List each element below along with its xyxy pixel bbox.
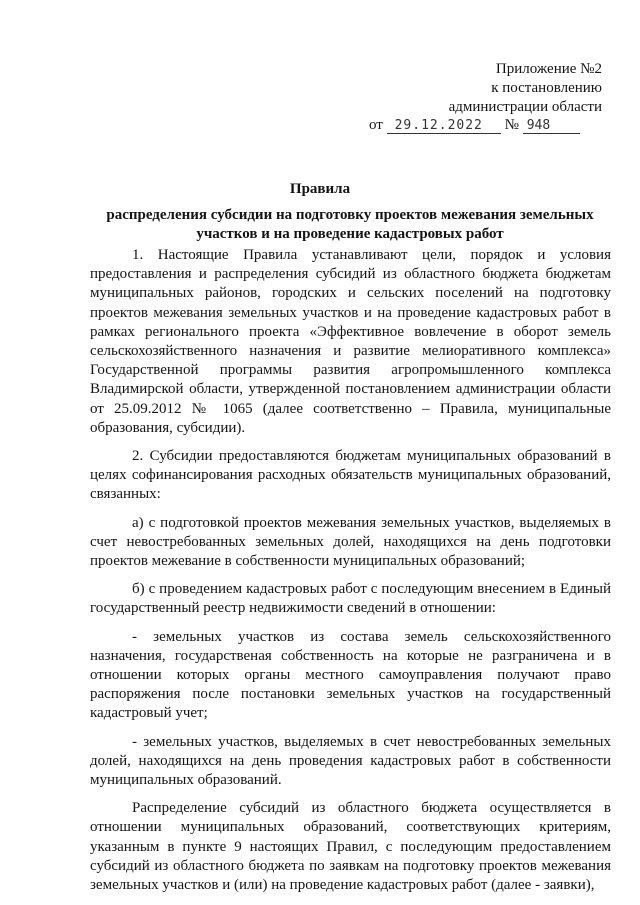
paragraph-2b-item-2: - земельных участков, выделяемых в счет невостребованных земельных долей, находящихся на день проведения кадастровых работ в собственности муниципальных образований. <box>90 733 611 789</box>
document-title: Правила <box>289 181 351 197</box>
paragraph-2b-item-1: - земельных участков из состава земель сельскохозяйственного назначения, государственая собственность на которые не разграничена и в отношении которых органы местного самоуправления получают право распоряжения после постановки земельных участков на государственный кадастровый учет; <box>90 628 611 722</box>
resolution-date-number <box>369 116 580 135</box>
paragraph-2a: а) с подготовкой проектов межевания земельных участков, выделяемых в счет невостребованных земельных долей, находящихся на день подготовки проектов межевание в собственности муниципальных образований; <box>90 514 611 570</box>
appendix-resolution-ref: к постановлению <box>491 80 602 96</box>
paragraph-2: 2. Субсидии предоставляются бюджетам муниципальных образований в целях софинансирования расходных обязательств муниципальных образований, связанных: <box>90 448 611 503</box>
resolution-number: 948 <box>523 118 580 134</box>
paragraph-1: 1. Настоящие Правила устанавливают цели, порядок и условия предоставления и распределения субсидий из областного бюджета бюджетам муниципальных районов, городских и сельских поселений на подготовку проектов межевания земельных участков и на проведение кадастровых работ в рамках регионального проекта «Эффективное вовлечение в оборот земель сельскохозяйственного назначения и развитие мелиоративного комплекса» Государственной программы развития агропромышленного комплекса Владимирской области, утвержденной постановлением администрации области от 25.09.2012 № 1065 (далее соответственно – Правила, муниципальные образования, субсидии). <box>90 247 611 436</box>
number-label: № <box>504 117 519 133</box>
paragraph-2b: б) с проведением кадастровых работ с последующим внесением в Единый государственный реестр недвижимости сведений в отношении: <box>90 581 611 617</box>
appendix-authority: администрации области <box>448 99 602 115</box>
document-subtitle: распределения субсидии на подготовку проектов межевания земельных участков и на проведение кадастровых работ <box>106 207 594 242</box>
appendix-header <box>449 60 602 117</box>
from-label: от <box>369 117 383 133</box>
paragraph-distribution: Распределение субсидий из областного бюджета осуществляется в отношении муниципальных образований, соответствующих критериям, указанным в пункте 9 настоящих Правил, с последующим предоставлением субсидий из областного бюджета по заявкам на подготовку проектов межевания земельных участков и (или) на проведение кадастровых работ (далее - заявки), <box>90 800 611 894</box>
resolution-date: 29.12.2022 <box>387 118 501 134</box>
appendix-number: Приложение №2 <box>495 61 602 77</box>
document-body <box>90 246 611 904</box>
